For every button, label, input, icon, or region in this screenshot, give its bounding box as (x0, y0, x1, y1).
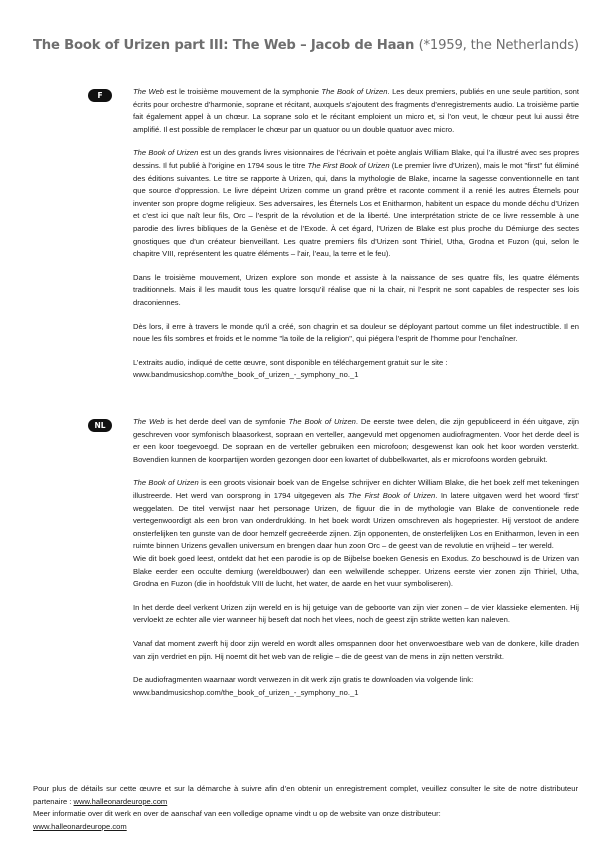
dutch-paragraph-3: In het derde deel verkent Urizen zijn wereld en is hij getuige van de geboorte van zijn vier zonen – de vier klassieke elementen. Hij vervloekt ze echter alle vier wanneer hij beseft dat noch het vlees, noch de geest zijn strikte wetten kan naleven. (133, 602, 579, 625)
footer (33, 783, 578, 833)
dutch-paragraph-1: The Web is het derde deel van de symfonie The Book of Urizen. De eerste twee delen, die zijn gepubliceerd in één uitgave, zijn geschreven voor symfonisch blaasorkest, sopraan en verteller, aangevuld met opgenomen audiofragmenten. Voor het derde deel is er een koor toegevoegd. De sopraan en de verteller gebruiken een microfoon; desgewenst kan ook het koor worden versterkt. Bovendien kunnen de koorpartijen worden gezongen door een kwartet of dubbelkwartet, als er microfoons worden gebruikt. (133, 417, 580, 464)
french-paragraph-3: Dans le troisième mouvement, Urizen explore son monde et assiste à la naissance de ses quatre fils, les quatre éléments traditionnels. Mais il les maudit tous les quatre lorsqu’il réalise que ni la chair, ni l’esprit ne sont capables de respecter ses lois draconiennes. (133, 272, 579, 307)
dutch-paragraph-4: Vanaf dat moment zwerft hij door zijn wereld en wordt alles omspannen door het onverwoestbare web van de donkere, kille draden van zijn verdriet en pijn. Hij noemt dit het web van de religie – die de geest van de mens in zijn netten verstrikt. (133, 638, 579, 661)
page-title (33, 38, 593, 53)
footer-french-link[interactable]: www.halleonardeurope.com (73, 796, 168, 806)
footer-dutch-link[interactable]: www.halleonardeurope.com (33, 821, 127, 831)
footer-french-note: Pour plus de détails sur cette œuvre et sur la démarche à suivre afin d’en obtenir un enregistrement complet, veuillez consulter le site de notre distributeur partenaire : www.halleonardeurope.com (33, 784, 578, 806)
french-download-note: L’extraits audio, indiqué de cette œuvre, sont disponible en téléchargement gratuit sur le site : www.bandmusicshop.com/the_book_of_urizen_-_symphony_no._1 (133, 357, 448, 380)
dutch-paragraph-2: The Book of Urizen is een groots visionair boek van de Engelse schrijver en dichter William Blake, die het boek zelf met tekeningen illustreerde. Het werd van oorsprong in 1794 uitgegeven als The First Book of Urizen. In latere uitgaven werd het woord ‘first’ weggelaten. De titel verwijst naar het personage Urizen, de figuur die in de mythologie van Blake de conventionele rede vertegenwoordigt als een bron van onderdrukking. In het boek wordt Urizen omschreven als hogepriester. Hij verstoot de andere onsterfelijken ten gunste van de door hemzelf gecreëerde zijnen. Zijn opponenten, de onsterfelijken Los en Enitharmon, leven in een ruimte binnen Urizens gevallen universum en brengen daar hun zoon Orc – de geest van de revolutie en vrijheid – ter wereld. (133, 478, 580, 551)
title-main: The Book of Urizen part III: The Web – Jacob de Haan (33, 38, 415, 53)
french-paragraph-1: The Web est le troisième mouvement de la symphonie The Book of Urizen. Les deux premiers, publiés en une seule partition, sont écrits pour orchestre d’harmonie, soprane et récitant, auxquels s’ajoutent des fragments d’enregistrements audio. La troisième partie fait également appel à un chœur. La soprane solo et le récitant emploient un micro et, si l’on veut, le chœur peut lui aussi être amplifié. Il est possible de remplacer le chœur par un quatuor ou un double quatuor avec micro. (133, 87, 580, 134)
french-download-link[interactable]: www.bandmusicshop.com/the_book_of_urizen_-_symphony_no._1 (133, 370, 359, 380)
french-section (133, 86, 579, 393)
dutch-download-link[interactable]: www.bandmusicshop.com/the_book_of_urizen_-_symphony_no._1 (133, 687, 359, 697)
french-paragraph-2: The Book of Urizen est un des grands livres visionnaires de l’écrivain et poète anglais William Blake, qui l’a illustré avec ses propres dessins. Il fut publié à l’origine en 1794 sous le titre The First Book of Urizen (Le premier livre d’Urizen), mais le mot "first" fut éliminé des éditions suivantes. Le titre se rapporte à Urizen, qui, dans la mythologie de Blake, incarne la sagesse conventionnelle en tant que source d’oppression. Le livre dépeint Urizen comme un grand prêtre et raconte comment il a renié les autres Éternels pour inventer son propre dogme religieux. Ses adversaires, les Éternels Los et Enitharmon, habitent un espace du monde déchu d’Urizen et c’est ici que naît leur fils, Orc – l’esprit de la révolution et de la liberté. Une interprétation stricte de ce livre ressemble à une parodie des livres bibliques de la Genèse et de l’Exode. À cet égard, l’Urizen de Blake est plus proche du Démiurge des sectes gnostiques que d’un créateur bienveillant. Les quatre premiers fils d’Urizen sont Thiriel, Utha, Grodna et Fuzon (qui, selon le chapitre VIII, représentent les quatre éléments – l’air, l’eau, la terre et le feu). (133, 148, 579, 259)
dutch-language-badge: NL (88, 419, 112, 432)
dutch-download-note: De audiofragmenten waarnaar wordt verwezen in dit werk zijn gratis te downloaden via volgende link: www.bandmusicshop.com/the_book_of_urizen_-_symphony_no._1 (133, 675, 474, 697)
french-language-badge: F (88, 89, 112, 102)
dutch-section (133, 416, 579, 710)
dutch-paragraph-2b: Wie dit boek goed leest, ontdekt dat het een parodie is op de Bijbelse boeken Genesis en Exodus. Zo beschouwd is de Urizen van Blake eerder een occulte demiurg (wereldbouwer) dan een welwillende schepper. Urizens eerste vier zonen zijn Thiriel, Utha, Grodna en Fuzon (die in hoofdstuk VIII de lucht, het water, de aarde en het vuur symboliseren). (133, 553, 579, 589)
footer-dutch-note: Meer informatie over dit werk en over de aanschaf van een volledige opname vindt u op de website van onze distributeur: www.halleonardeurope.com (33, 809, 441, 831)
french-paragraph-4: Dès lors, il erre à travers le monde qu’il a créé, son chagrin et sa douleur se déployant partout comme un filet indestructible. Il en noue les fils sombres et froids et le nomme "la toile de la religion", qui piégera l’esprit de l’homme pour l’enchaîner. (133, 321, 579, 344)
title-year: (*1959, the Netherlands) (418, 38, 579, 53)
